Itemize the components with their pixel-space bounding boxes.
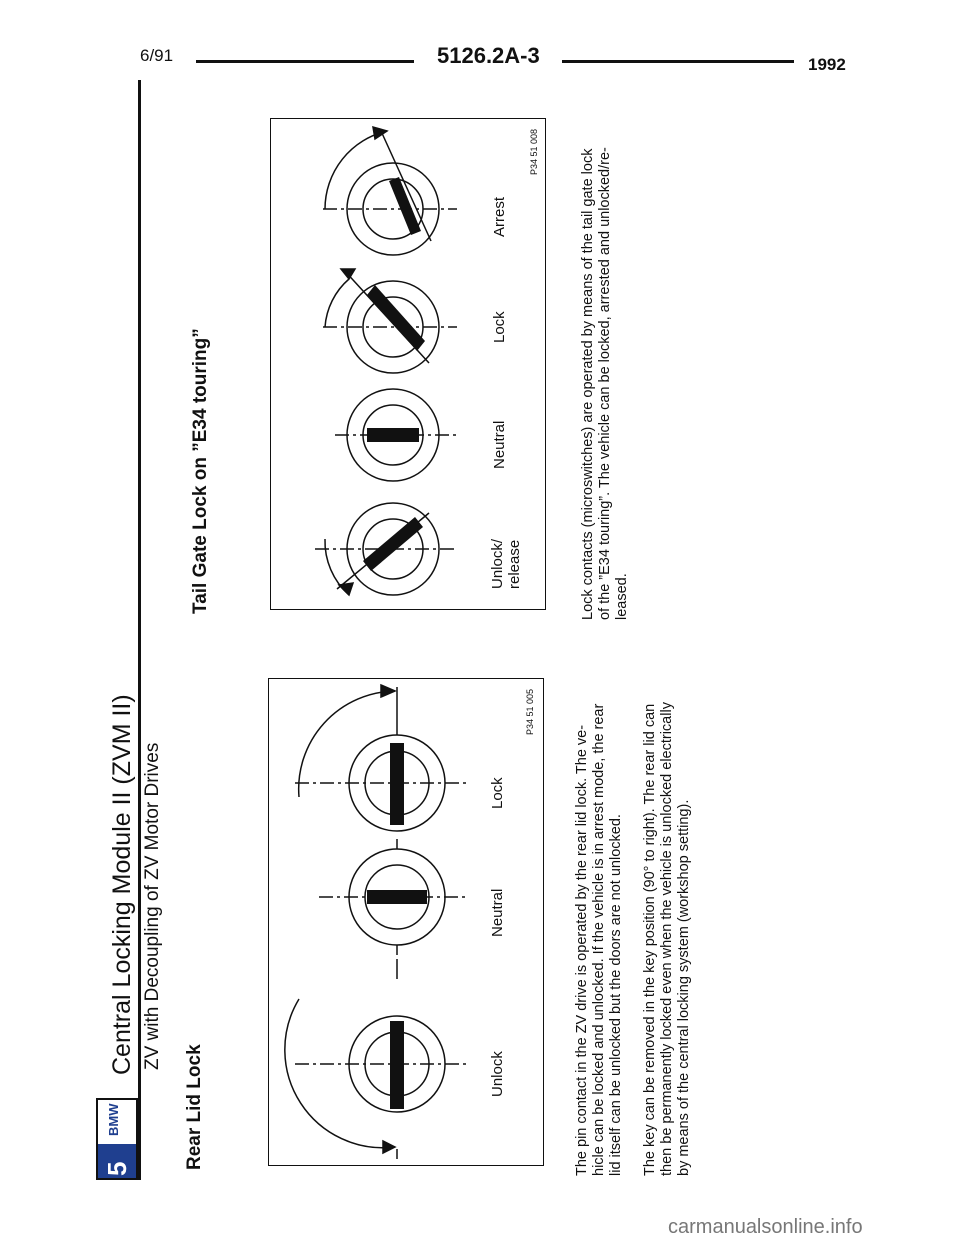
rear-label-lock: Lock xyxy=(489,777,506,809)
tail-gate-text xyxy=(580,100,631,620)
tail-label-unlock xyxy=(489,539,523,589)
tail-arrest-key-graphic xyxy=(323,127,457,255)
rear-lid-text-1 xyxy=(574,676,625,1176)
watermark: carmanualsonline.info xyxy=(668,1216,863,1238)
tail-gate-text-line-2: of the ”E34 touring”. The vehicle can be locked, arrested and unlocked/re- xyxy=(597,147,613,620)
rear-lid-text-2 xyxy=(642,656,693,1176)
rear-lid-text-2-line-1: The key can be removed in the key position (90° to right). The rear lid can xyxy=(642,703,658,1176)
rear-lid-text-2-line-3: by means of the central locking system (workshop setting). xyxy=(676,799,692,1176)
tail-neutral-key-graphic xyxy=(335,389,457,481)
tail-gate-text-line-1: Lock contacts (microswitches) are operated by means of the tail gate lock xyxy=(580,148,596,620)
rear-lid-text-2-line-2: then be permanently locked even when the vehicle is unlocked electrically xyxy=(659,702,675,1176)
header-rule-right xyxy=(562,60,794,63)
title-vertical-rule xyxy=(138,80,141,1180)
header-code: 5126.2A-3 xyxy=(437,43,540,68)
tail-gate-text-line-3: leased. xyxy=(614,573,630,620)
tail-label-unlock-line-2: release xyxy=(506,539,523,589)
rear-label-neutral: Neutral xyxy=(489,888,506,937)
rear-label-unlock: Unlock xyxy=(489,1051,506,1097)
tail-figure-ref: P34 51 008 xyxy=(529,128,539,175)
bmw-logo-text: BMW xyxy=(106,1103,121,1136)
bmw-logo-series: 5 xyxy=(102,1161,132,1176)
rear-neutral-key-graphic xyxy=(319,839,467,955)
rear-lid-heading: Rear Lid Lock xyxy=(184,1044,205,1170)
bmw-logo xyxy=(96,1098,138,1180)
rear-figure-ref: P34 51 005 xyxy=(525,688,535,735)
header-rule-left xyxy=(196,60,414,63)
rear-lock-key-graphic xyxy=(295,685,467,831)
tail-unlock-key-graphic xyxy=(315,503,457,595)
header-year: 1992 xyxy=(808,55,846,74)
main-title: Central Locking Module II (ZVM II) xyxy=(108,694,136,1075)
tail-label-arrest: Arrest xyxy=(491,196,508,237)
tail-label-neutral: Neutral xyxy=(491,420,508,469)
tail-label-lock: Lock xyxy=(491,311,508,343)
rear-lid-text-1-line-2: hicle can be locked and unlocked. If the vehicle is in arrest mode, the rear xyxy=(591,703,607,1176)
tail-gate-diagram xyxy=(271,119,547,611)
rear-lid-text-1-line-1: The pin contact in the ZV drive is operated by the rear lid lock. The ve- xyxy=(574,724,590,1176)
tail-gate-figure xyxy=(270,118,546,610)
header-date: 6/91 xyxy=(140,46,174,65)
tail-label-unlock-line-1: Unlock/ xyxy=(489,538,506,589)
tail-lock-key-graphic xyxy=(323,269,457,373)
bmw-logo-bar xyxy=(98,1144,136,1178)
rear-lid-figure xyxy=(268,678,544,1166)
rear-lid-text-1-line-3: lid itself can be unlocked but the doors are not unlocked. xyxy=(608,814,624,1176)
tail-gate-heading: Tail Gate Lock on ”E34 touring” xyxy=(190,328,211,614)
sub-title: ZV with Decoupling of ZV Motor Drives xyxy=(142,742,163,1070)
rear-unlock-key-graphic xyxy=(285,959,467,1159)
